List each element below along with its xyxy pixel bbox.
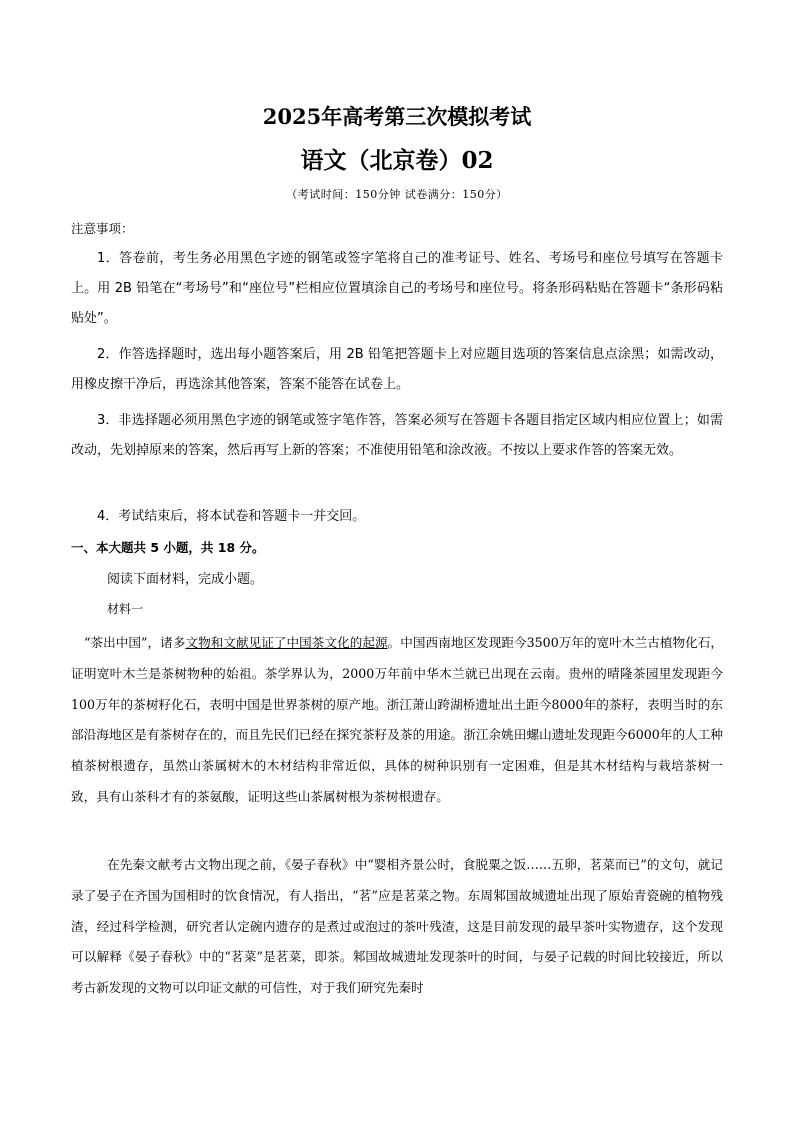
section-heading: 一、本大题共 5 小题，共 18 分。 — [71, 540, 265, 555]
exam-info: （考试时间：150分钟 试卷满分：150分） — [286, 188, 508, 201]
notice-item-3: 3．非选择题必须用黑色字迹的钢笔或签字笔作答，答案必须写在答题卡各题目指定区域内相应位置上；如需改动，先划掉原来的答案，然后再写上新的答案；不准使用铅笔和涂改液。不按以上要求作答的答案无效。 — [71, 413, 723, 458]
material-paragraph-1 — [71, 628, 723, 813]
exam-subtitle: 语文（北京卷）02 — [300, 147, 494, 174]
exam-title: 2025年高考第三次模拟考试 — [262, 104, 532, 129]
reading-instruction: 阅读下面材料，完成小题。 — [107, 572, 264, 587]
underlined-key-sentence: 文物和文献见证了中国茶文化的起源 — [185, 635, 388, 650]
material-paragraph-1-rest: 。中国西南地区发现距今3500万年的宽叶木兰古植物化石，证明宽叶木兰是茶树物种的始祖。茶学界认为，2000万年前中华木兰就已出现在云南。贵州的晴隆茶园里发现距今100万年的茶树籽化石，表明中国是世界茶树的原产地。浙江萧山跨湖桥遗址出土距今8000年的茶籽，表明当时的东部沿海地区是有茶树存在的，而且先民们已经在探究茶籽及茶的用途。浙江余姚田螺山遗址发现距今6000年的人工种植茶树根遗存，虽然山茶属树木的木材结构非常近似，具体的树种识别有一定困难，但是其木材结构与栽培茶树一致，具有山茶科才有的茶氨酸，证明这些山茶属树根为茶树根遗存。 — [71, 635, 723, 804]
material-label: 材料一 — [107, 602, 144, 616]
material-paragraph-1-prefix: “茶出中国”，诸多 — [84, 635, 186, 650]
notice-heading: 注意事项： — [71, 221, 134, 236]
notice-item-1: 1．答卷前，考生务必用黑色字迹的钢笔或签字笔将自己的准考证号、姓名、考场号和座位号填写在答题卡上。用 2B 铅笔在“考场号”和“座位号”栏相应位置填涂自己的考场号和座位号。将条形码粘贴在答题卡“条形码粘贴处”。 — [71, 251, 723, 326]
material-paragraph-2: 在先秦文献考古文物出现之前，《晏子春秋》中“婴相齐景公时，食脱粟之饭……五卵，茗菜而已”的文句，就记录了晏子在齐国为国相时的饮食情况，有人指出，“茗”应是茗菜之物。东周邾国故城遗址出现了原始青瓷碗的植物残渣，经过科学检测，研究者认定碗内遗存的是煮过或泡过的茶叶残渣，这是目前发现的最早茶叶实物遗存，这个发现可以解释《晏子春秋》中的“茗菜”是茗菜，即茶。邾国故城遗址发现茶叶的时间，与晏子记载的时间比较接近，所以考古新发现的文物可以印证文献的可信性，对于我们研究先秦时 — [71, 857, 723, 996]
notice-item-2: 2．作答选择题时，选出每小题答案后，用 2B 铅笔把答题卡上对应题目选项的答案信息点涂黑；如需改动，用橡皮擦干净后，再选涂其他答案，答案不能答在试卷上。 — [71, 347, 723, 392]
notice-item-4: 4．考试结束后，将本试卷和答题卡一并交回。 — [97, 509, 366, 524]
